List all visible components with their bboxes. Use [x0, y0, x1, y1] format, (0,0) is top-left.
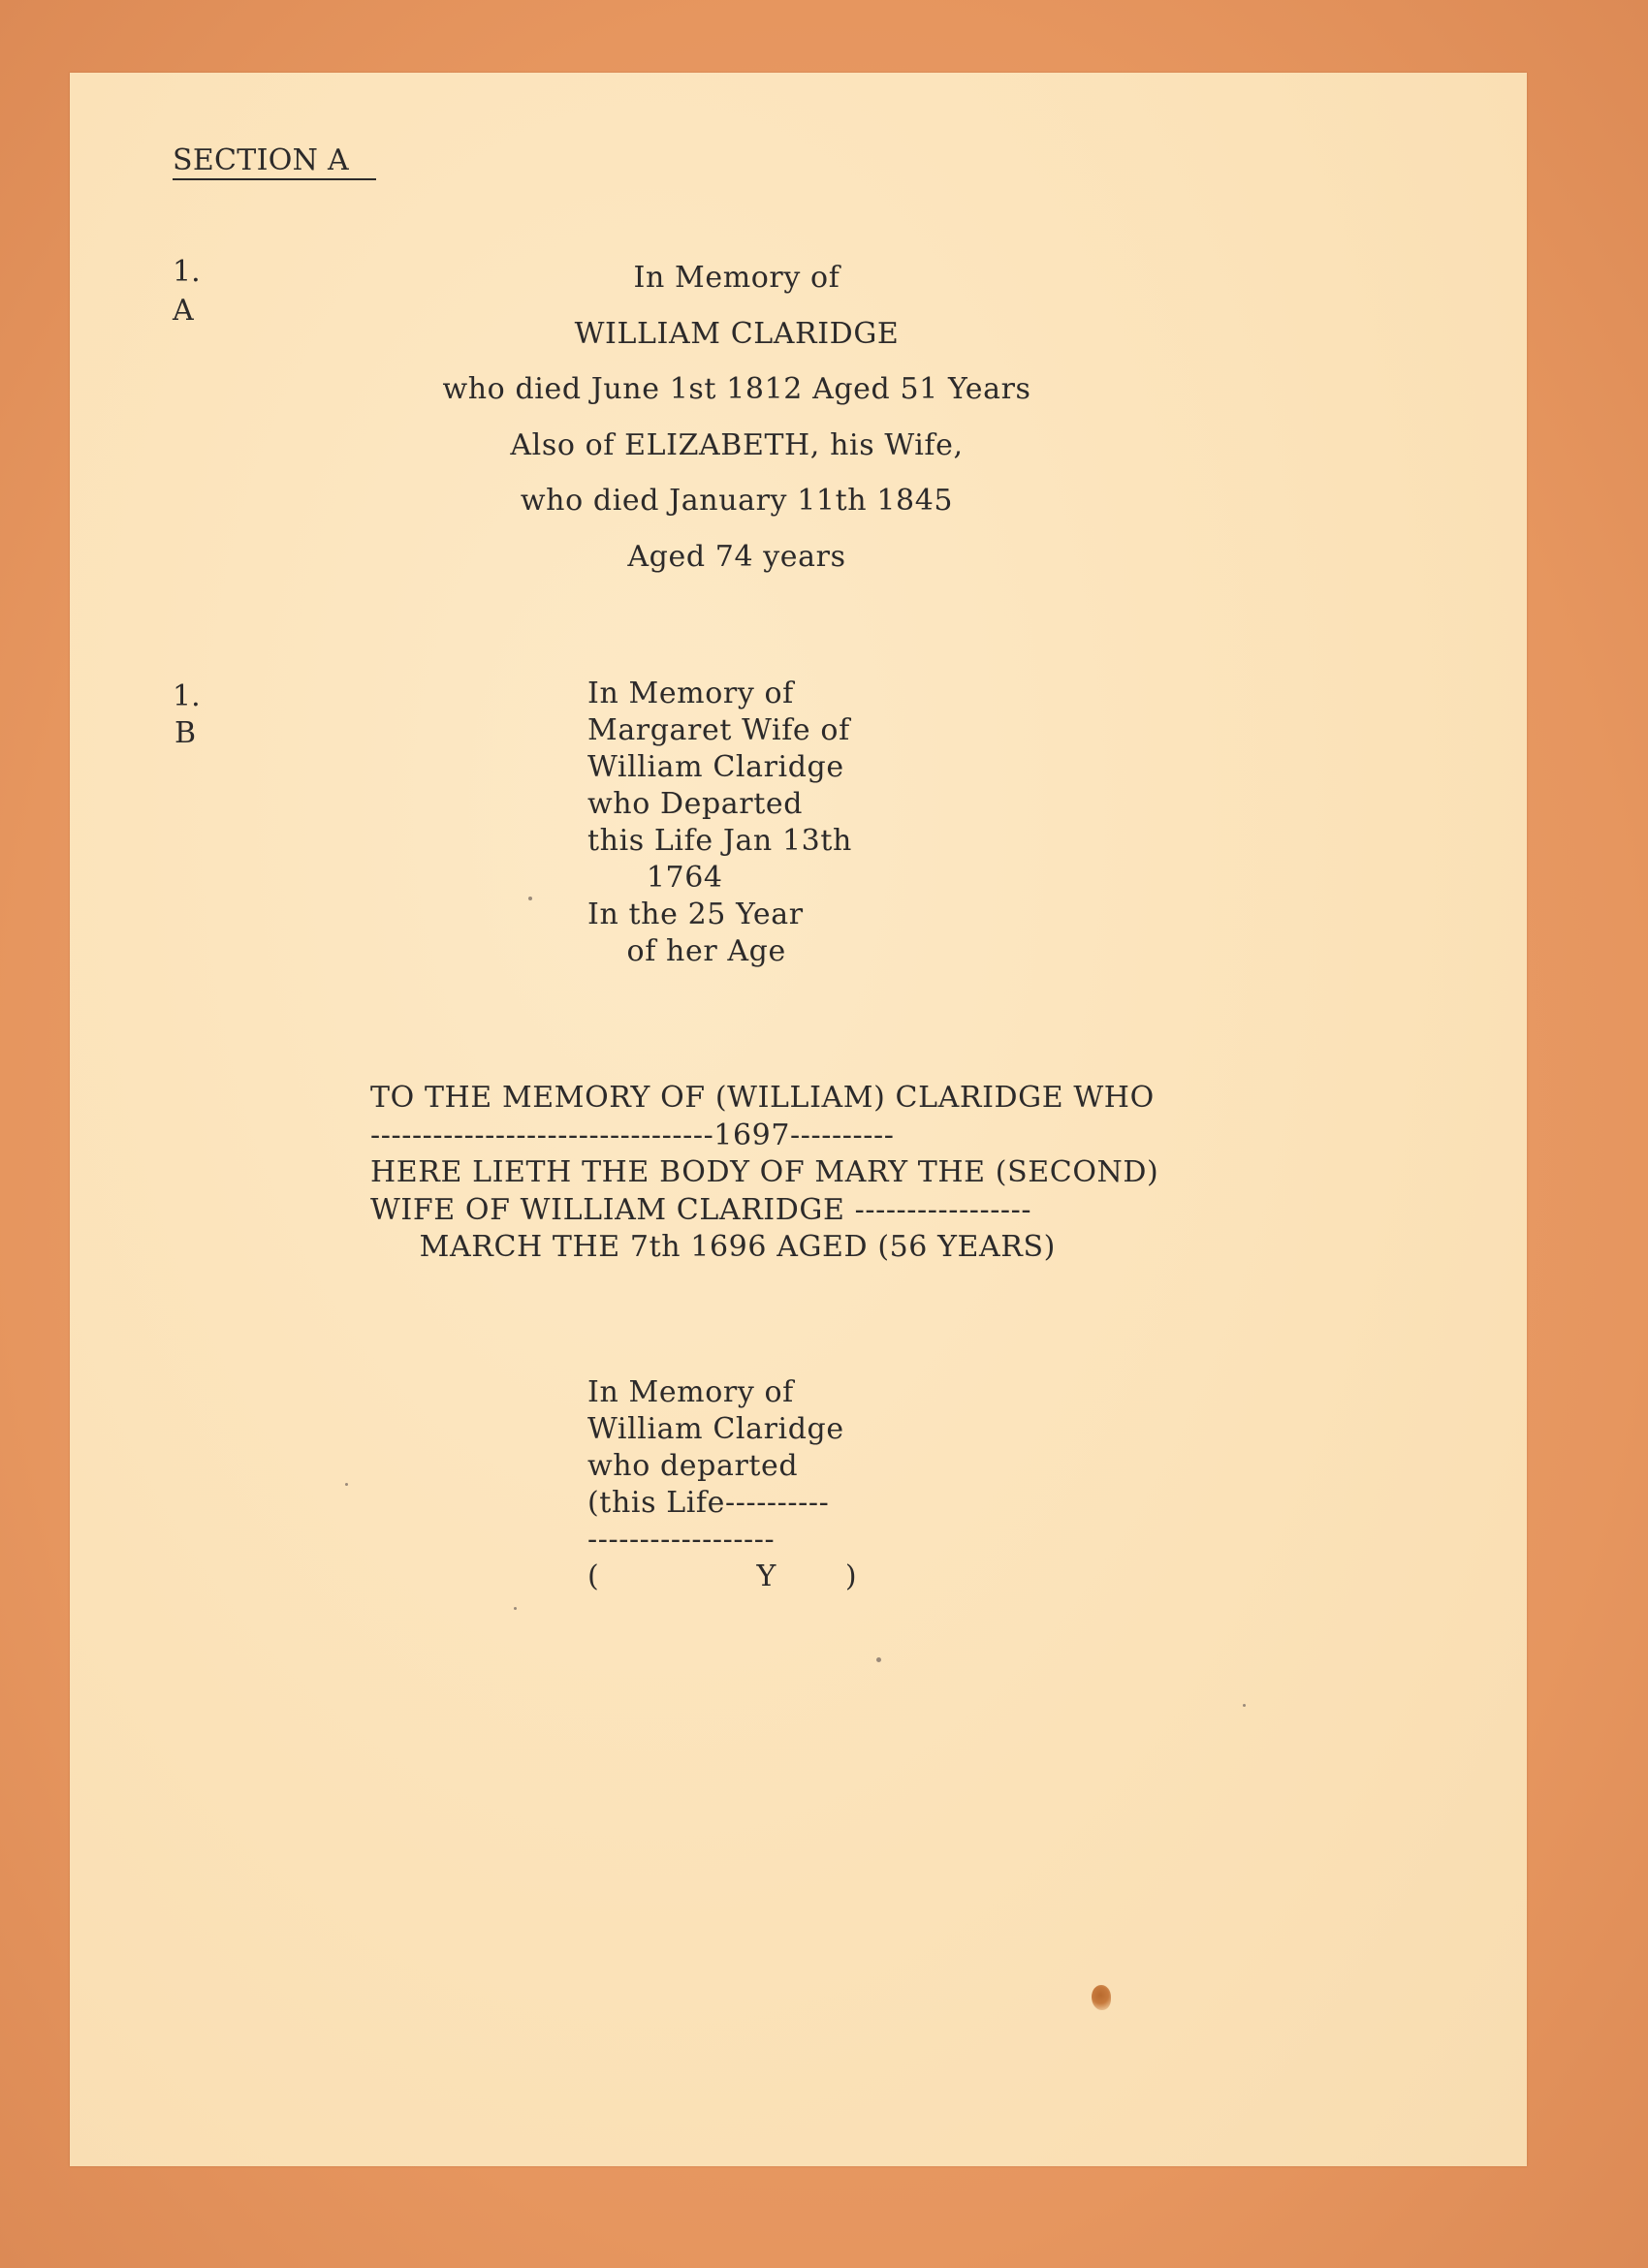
- paper-speck: [876, 1657, 881, 1662]
- inscription-line: who departed: [587, 1449, 799, 1483]
- paper-speck: [345, 1483, 348, 1486]
- entry-1b-inscription: [587, 676, 852, 970]
- inscription-line: who Departed: [587, 787, 804, 821]
- inscription-line: In the 25 Year: [587, 898, 804, 931]
- paper-speck: [1243, 1704, 1246, 1707]
- rust-stain: [1092, 1985, 1111, 2010]
- inscription-line: WILLIAM CLARIDGE: [574, 316, 900, 351]
- paper-speck: [514, 1607, 517, 1610]
- entry-1a-inscription: [320, 250, 1154, 584]
- inscription-line: MARCH THE 7th 1696 AGED (56 YEARS): [370, 1230, 1056, 1264]
- inscription-line: Aged 74 years: [627, 539, 846, 574]
- inscription-line: Also of ELIZABETH, his Wife,: [510, 427, 964, 462]
- inscription-line: William Claridge: [587, 750, 844, 784]
- inscription-line: this Life Jan 13th: [587, 824, 852, 858]
- entry-c-inscription: [370, 1080, 1158, 1267]
- inscription-line: who died June 1st 1812 Aged 51 Years: [442, 372, 1031, 406]
- inscription-line: HERE LIETH THE BODY OF MARY THE (SECOND): [370, 1155, 1159, 1189]
- entry-1b-letter: B: [174, 716, 197, 750]
- inscription-line: ------------------: [587, 1523, 776, 1557]
- paper-speck: [528, 897, 532, 900]
- inscription-line: In Memory of: [587, 1375, 794, 1409]
- entry-d-inscription: [587, 1374, 857, 1595]
- inscription-line: who died January 11th 1845: [520, 484, 954, 518]
- inscription-line: ---------------------------------1697----------: [370, 1118, 895, 1152]
- inscription-line: ( Y ): [587, 1559, 858, 1593]
- inscription-line: William Claridge: [587, 1412, 844, 1446]
- inscription-line: In Memory of: [633, 261, 840, 295]
- inscription-line: WIFE OF WILLIAM CLARIDGE -----------------: [370, 1192, 1032, 1227]
- entry-1a-number: 1.: [173, 255, 201, 289]
- entry-1a-letter: A: [173, 294, 194, 328]
- inscription-line: 1764: [587, 861, 723, 895]
- entry-1b-number: 1.: [173, 679, 201, 713]
- section-title: SECTION A: [173, 143, 350, 177]
- inscription-line: TO THE MEMORY OF (WILLIAM) CLARIDGE WHO: [370, 1081, 1155, 1115]
- section-title-underline: [173, 178, 376, 180]
- inscription-line: In Memory of: [587, 677, 794, 710]
- inscription-line: of her Age: [587, 934, 786, 968]
- inscription-line: (this Life----------: [587, 1486, 830, 1520]
- inscription-line: Margaret Wife of: [587, 713, 850, 747]
